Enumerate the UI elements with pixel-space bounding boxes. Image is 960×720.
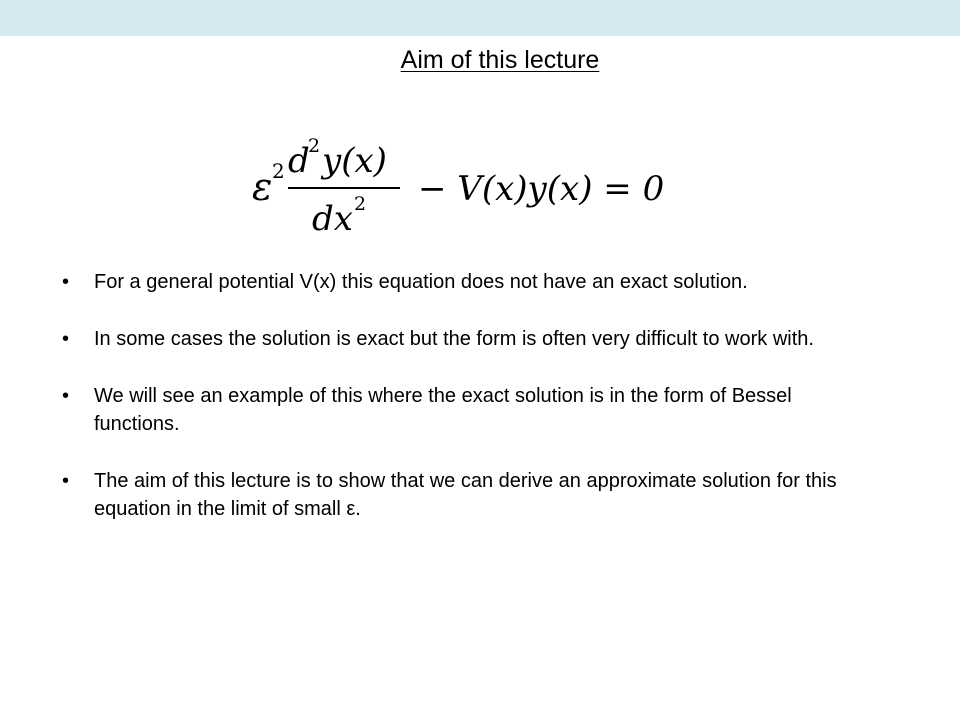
equation-epsilon: ε [252,165,273,209]
bullet-marker: • [62,328,70,350]
bullet-item [60,467,880,523]
bullet-marker: • [62,271,70,293]
bullet-list [60,268,880,552]
bullet-text: The aim of this lecture is to show that we can derive an approximate solution for this equation in the limit of small ε. [94,470,837,520]
equation-numerator-exponent: 2 [308,135,321,157]
equation-numerator-d: d [288,141,310,181]
bullet-item [60,325,880,353]
bullet-text: We will see an example of this where the exact solution is in the form of Bessel functions. [94,385,792,435]
bullet-text: For a general potential V(x) this equation does not have an exact solution. [94,271,748,293]
bullet-marker: • [62,470,70,492]
equation-rest: − V(x)y(x) = 0 [418,169,665,209]
equation-denominator: dx [312,199,353,239]
equation-epsilon-exponent: 2 [272,159,285,183]
equation [250,130,690,240]
bullet-item [60,268,880,296]
bullet-item [60,382,880,438]
header-band [0,0,960,36]
equation-denominator-exponent: 2 [354,193,367,215]
slide-title: Aim of this lecture [400,46,600,74]
equation-numerator: y(x) [322,141,387,181]
bullet-text: In some cases the solution is exact but the form is often very difficult to work with. [94,328,814,350]
bullet-marker: • [62,385,70,407]
